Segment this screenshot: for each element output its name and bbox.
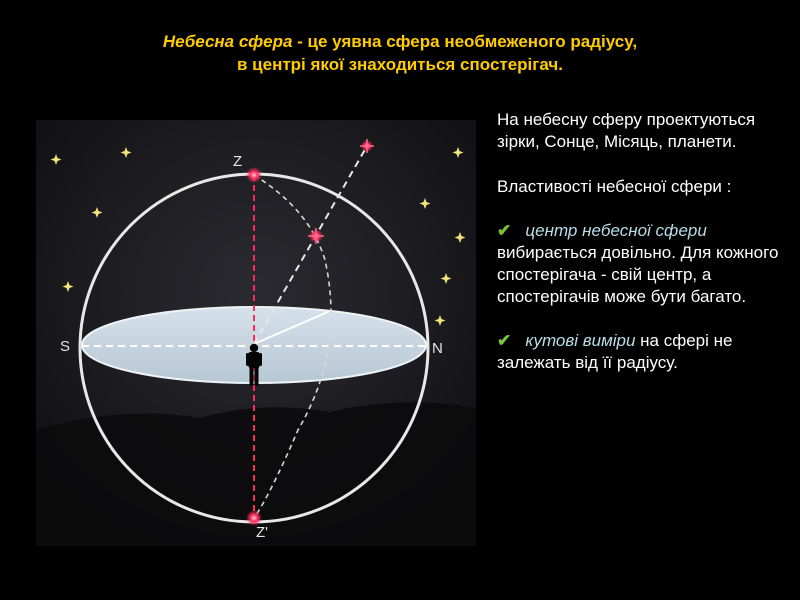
zenith-point-marker <box>246 167 262 183</box>
zenith-label: Z <box>233 153 243 170</box>
sphere-svg <box>36 120 476 546</box>
south-label: S <box>60 338 71 355</box>
description-panel <box>497 109 797 374</box>
intro-paragraph: На небесну сферу проектуються зірки, Сонце, Місяць, планети. <box>497 110 756 151</box>
nadir-label: Z' <box>256 524 269 541</box>
slide-title <box>40 30 760 76</box>
property-2-text: на сфері не залежать від її радіусу. <box>497 331 733 372</box>
check-icon: ✔ <box>497 331 512 350</box>
check-icon: ✔ <box>497 221 512 240</box>
property-item-2 <box>497 330 797 374</box>
celestial-sphere-diagram <box>36 120 476 546</box>
property-2-highlight: кутові виміри <box>525 331 636 350</box>
properties-heading: Властивості небесної сфери : <box>497 177 732 196</box>
north-label: N <box>432 340 443 357</box>
property-1-highlight: центр небесної сфери <box>525 221 707 240</box>
property-item-1 <box>497 220 797 308</box>
property-1-text: вибирається довільно. Для кожного спостерігача - свій центр, а спостерігачів може бути багато. <box>497 243 779 306</box>
title-term: Небесна сфера <box>162 32 293 51</box>
title-line2: в центрі якої знаходиться спостерігач. <box>236 55 563 74</box>
title-rest-line1: - це уявна сфера необмеженого радіусу, <box>292 32 638 51</box>
